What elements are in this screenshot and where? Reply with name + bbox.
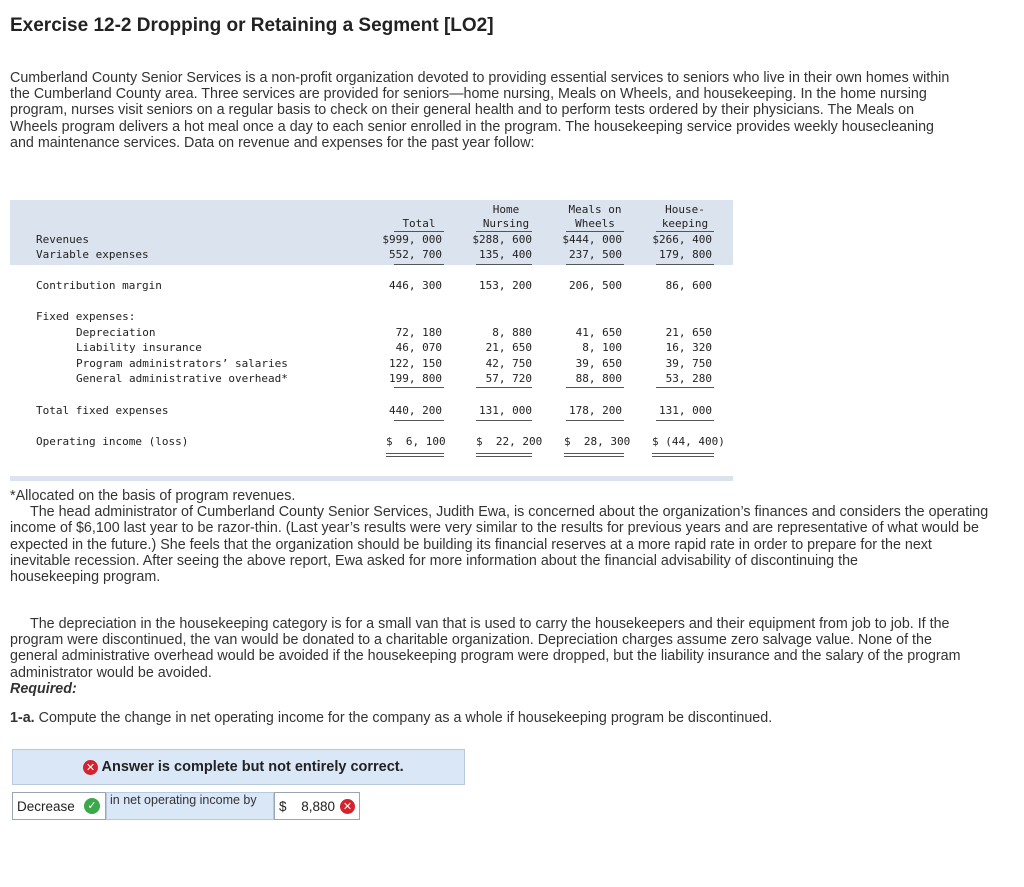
row-label-revenues: Revenues xyxy=(36,233,89,246)
cell-overhead-total: 199, 800 xyxy=(389,372,442,385)
cell-depreciation-meals: 41, 650 xyxy=(575,326,622,339)
cell-liability-total: 46, 070 xyxy=(395,341,442,354)
header-underline xyxy=(394,231,444,232)
rule xyxy=(394,387,444,388)
cell-contribution-home: 153, 200 xyxy=(479,279,532,292)
cell-salaries-meals: 39, 650 xyxy=(575,357,622,370)
header-meals-1: Meals on xyxy=(568,203,622,216)
cell-salaries-home: 42, 750 xyxy=(485,357,532,370)
header-meals-2: Wheels xyxy=(575,217,615,230)
rule xyxy=(566,264,624,265)
cell-variable-total: 552, 700 xyxy=(389,248,442,261)
double-rule xyxy=(652,456,714,457)
table-footer-band xyxy=(10,476,733,481)
row-label-operating-income: Operating income (loss) xyxy=(36,435,189,448)
depreciation-paragraph xyxy=(10,616,980,697)
rule xyxy=(656,387,714,388)
cell-salaries-house: 39, 750 xyxy=(665,357,712,370)
cell-overhead-home: 57, 720 xyxy=(485,372,532,385)
scenario-text: The head administrator of Cumberland County Senior Services, Judith Ewa, is concerned about the organization’s finances and considers the operating income of $6,100 last year to be razor-thin. (Last year’s results were very similar to the results for previous years and are representative of what would be expected in the future.) She feels that the organization should be building its financial reserves at a more rapid rate in order to prepare for the next inevitable recession. After seeing the above report, Ewa asked for more information about the financial advisability of discontinuing the xyxy=(10,504,989,569)
question-text: Compute the change in net operating income for the company as a whole if housekeeping program be discontinued. xyxy=(34,710,773,726)
cell-contribution-house: 86, 600 xyxy=(665,279,712,292)
header-home-2: Nursing xyxy=(482,217,530,230)
cell-overhead-house: 53, 280 xyxy=(665,372,712,385)
answer-status-box xyxy=(12,749,465,785)
currency-symbol: $ xyxy=(279,799,287,814)
cell-revenues-meals: $444, 000 xyxy=(562,233,622,246)
double-rule xyxy=(652,453,714,454)
double-rule xyxy=(476,456,532,457)
cell-operating-house: $ (44, 400) xyxy=(652,435,725,448)
page-title: Exercise 12-2 Dropping or Retaining a Segment [LO2] xyxy=(10,15,494,36)
row-label-depreciation: Depreciation xyxy=(76,326,156,339)
cell-variable-meals: 237, 500 xyxy=(569,248,622,261)
question-1a xyxy=(10,710,990,726)
direction-select[interactable] xyxy=(12,792,106,820)
cell-overhead-meals: 88, 800 xyxy=(575,372,622,385)
footnote: *Allocated on the basis of program revenues. xyxy=(10,488,296,504)
rule xyxy=(656,420,714,421)
double-rule xyxy=(386,453,444,454)
required-heading: Required: xyxy=(10,680,77,697)
header-underline xyxy=(476,231,532,232)
cell-total-fixed-meals: 178, 200 xyxy=(569,404,622,417)
cell-salaries-total: 122, 150 xyxy=(389,357,442,370)
double-rule xyxy=(476,453,532,454)
cell-depreciation-house: 21, 650 xyxy=(665,326,712,339)
row-label-salaries: Program administrators’ salaries xyxy=(76,357,288,370)
cell-liability-home: 21, 650 xyxy=(485,341,532,354)
incorrect-icon: ✕ xyxy=(340,799,355,814)
header-underline xyxy=(566,231,624,232)
rule xyxy=(476,387,532,388)
row-label-liability: Liability insurance xyxy=(76,341,202,354)
amount-input[interactable] xyxy=(274,792,360,820)
cell-depreciation-total: 72, 180 xyxy=(395,326,442,339)
cell-operating-meals: $ 28, 300 xyxy=(564,435,631,448)
header-house-2: keeping xyxy=(661,217,709,230)
cell-total-fixed-house: 131, 000 xyxy=(659,404,712,417)
cell-contribution-total: 446, 300 xyxy=(389,279,442,292)
double-rule xyxy=(386,456,444,457)
cell-operating-total: $ 6, 100 xyxy=(386,435,446,448)
cell-contribution-meals: 206, 500 xyxy=(569,279,622,292)
rule xyxy=(394,264,444,265)
question-number: 1-a. xyxy=(10,710,35,726)
rule xyxy=(656,264,714,265)
financial-table xyxy=(10,200,733,481)
incorrect-icon: ✕ xyxy=(83,760,98,775)
answer-label: in net operating income by xyxy=(106,792,274,820)
cell-total-fixed-total: 440, 200 xyxy=(389,404,442,417)
double-rule xyxy=(564,456,624,457)
row-label-variable: Variable expenses xyxy=(36,248,149,261)
direction-value: Decrease xyxy=(17,799,75,814)
answer-status xyxy=(83,759,404,775)
correct-check-icon: ✓ xyxy=(84,798,100,814)
rule xyxy=(394,420,444,421)
header-house-1: House- xyxy=(665,203,705,216)
double-rule xyxy=(564,453,624,454)
rule xyxy=(566,387,624,388)
header-underline xyxy=(656,231,714,232)
header-home-1: Home xyxy=(492,203,520,216)
cell-variable-house: 179, 800 xyxy=(659,248,712,261)
cell-revenues-total: $999, 000 xyxy=(382,233,442,246)
rule xyxy=(566,420,624,421)
depreciation-text: The depreciation in the housekeeping category is for a small van that is used to carry the housekeepers and their equipment from job to job. If the program were discontinued, the van would be donated to a charitable organization. Depreciation charges assume zero salvage value. None of the general administrative overhead would be avoided if the housekeeping program were dropped, but the liability insurance and the salary of the program administrator would be avoided. xyxy=(10,616,961,681)
depreciation-block xyxy=(10,616,980,681)
cell-revenues-house: $266, 400 xyxy=(652,233,712,246)
rule xyxy=(476,420,532,421)
scenario-paragraph xyxy=(10,504,990,569)
cell-revenues-home: $288, 600 xyxy=(472,233,532,246)
cell-liability-meals: 8, 100 xyxy=(582,341,622,354)
row-label-total-fixed: Total fixed expenses xyxy=(36,404,169,417)
intro-paragraph: Cumberland County Senior Services is a non-profit organization devoted to providing essential services to seniors who live in their own homes within the Cumberland County area. Three services are provided for seniors—home nursing, Meals on Wheels, and housekeeping. In the home nursing program, nurses visit seniors on a regular basis to check on their general health and to perform tests ordered by their physicians. The Meals on Wheels program delivers a hot meal once a day to each senior enrolled in the program. The housekeeping service provides weekly housecleaning and maintenance services. Data on revenue and expenses for the past year follow: xyxy=(10,70,950,151)
scenario-paragraph-tail: housekeeping program. xyxy=(10,569,161,586)
header-total: Total xyxy=(402,217,436,230)
row-label-contribution: Contribution margin xyxy=(36,279,162,292)
row-label-fixed-expenses: Fixed expenses: xyxy=(36,310,136,323)
cell-operating-home: $ 22, 200 xyxy=(476,435,543,448)
cell-variable-home: 135, 400 xyxy=(479,248,532,261)
cell-depreciation-home: 8, 880 xyxy=(492,326,532,339)
cell-liability-house: 16, 320 xyxy=(665,341,712,354)
footnote-and-scenario xyxy=(10,488,990,585)
row-label-overhead: General administrative overhead* xyxy=(76,372,288,385)
rule xyxy=(476,264,532,265)
cell-total-fixed-home: 131, 000 xyxy=(479,404,532,417)
answer-status-text: Answer is complete but not entirely correct. xyxy=(101,759,404,775)
amount-value: 8,880 xyxy=(301,799,335,814)
